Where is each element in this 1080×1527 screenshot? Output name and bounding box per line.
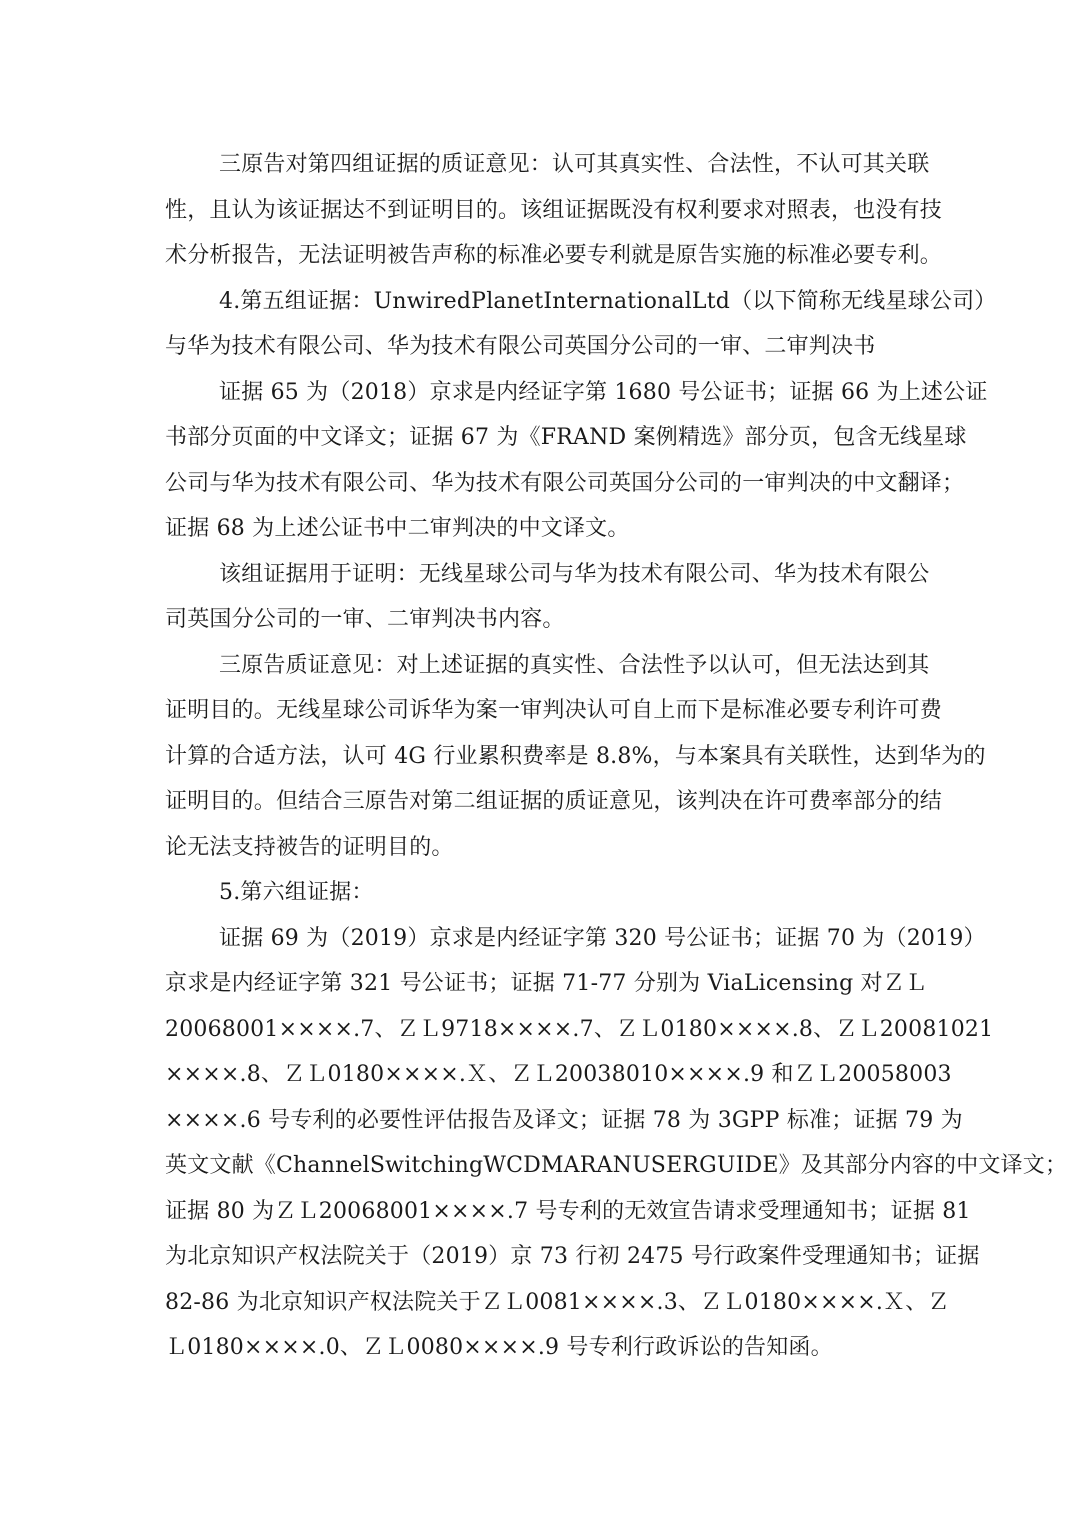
paragraph-group5-purpose xyxy=(165,552,930,643)
paragraph-evidence-69-86 xyxy=(165,916,1068,1371)
text-line: 为北京知识产权法院关于（2019）京 73 行初 2475 号行政案件受理通知书；证据 xyxy=(165,1244,980,1269)
text-line: 公司与华为技术有限公司、华为技术有限公司英国分公司的一审判决的中文翻译； xyxy=(165,470,965,496)
text-line: 论无法支持被告的证明目的。 xyxy=(165,834,454,860)
text-line: 术分析报告，无法证明被告声称的标准必要专利就是原告实施的标准必要专利。 xyxy=(165,243,943,268)
text-line: 82-86 为北京知识产权法院关于ＺＬ0081××××.3、ＺＬ0180××××.Ｘ、Ｚ xyxy=(165,1289,950,1315)
paragraph-evidence-65-68 xyxy=(165,370,988,552)
section-heading: 5.第六组证据： xyxy=(219,880,374,905)
text-line: 司英国分公司的一审、二审判决书内容。 xyxy=(165,607,565,632)
text-line: 三原告对第四组证据的质证意见：认可其真实性、合法性，不认可其关联 xyxy=(219,152,930,177)
text-line: 20068001××××.7、ＺＬ9718××××.7、ＺＬ0180××××.8、ＺＬ20081021 xyxy=(165,1016,994,1042)
text-line: 性，且认为该证据达不到证明目的。该组证据既没有权利要求对照表，也没有技 xyxy=(165,197,943,223)
text-line: 计算的合适方法，认可 4G 行业累积费率是 8.8%，与本案具有关联性，达到华为的 xyxy=(165,743,986,769)
text-line: Ｌ0180××××.0、ＺＬ0080××××.9 号专利行政诉讼的告知函。 xyxy=(165,1335,833,1360)
text-line: 证据 69 为（2019）京求是内经证字第 320 号公证书；证据 70 为（2019） xyxy=(219,925,986,951)
text-line: 证明目的。无线星球公司诉华为案一审判决认可自上而下是标准必要专利许可费 xyxy=(165,698,943,723)
text-line: ××××.6 号专利的必要性评估报告及译文；证据 78 为 3GPP 标准；证据 79 为 xyxy=(165,1107,963,1133)
text-line: 书部分页面的中文译文；证据 67 为《FRAND 案例精选》部分页，包含无线星球 xyxy=(165,425,967,450)
text-line: 英文文献《ChannelSwitchingWCDMARANUSERGUIDE》及其部分内容的中文译文； xyxy=(165,1153,1068,1178)
paragraph-group4-cross-exam xyxy=(165,142,943,279)
section-heading: 4.第五组证据：UnwiredPlanetInternationalLtd（以下简称无线星球公司） xyxy=(219,288,997,314)
document-body xyxy=(165,142,1068,1371)
text-line: 与华为技术有限公司、华为技术有限公司英国分公司的一审、二审判决书 xyxy=(165,334,876,359)
text-line: 京求是内经证字第 321 号公证书；证据 71-77 分别为 ViaLicensing 对ＺＬ xyxy=(165,971,928,996)
paragraph-group6-heading xyxy=(165,870,917,916)
paragraph-group5-cross-exam xyxy=(165,643,986,871)
text-line: 三原告质证意见：对上述证据的真实性、合法性予以认可，但无法达到其 xyxy=(219,652,930,678)
paragraph-group5-heading xyxy=(165,279,997,370)
text-line: 证据 65 为（2018）京求是内经证字第 1680 号公证书；证据 66 为上述公证 xyxy=(219,379,988,405)
text-line: 该组证据用于证明：无线星球公司与华为技术有限公司、华为技术有限公 xyxy=(219,561,930,587)
text-line: ××××.8、ＺＬ0180××××.Ｘ、ＺＬ20038010××××.9 和ＺＬ20058003 xyxy=(165,1062,952,1087)
text-line: 证据 80 为ＺＬ20068001××××.7 号专利的无效宣告请求受理通知书；证据 81 xyxy=(165,1198,971,1224)
text-line: 证明目的。但结合三原告对第二组证据的质证意见，该判决在许可费率部分的结 xyxy=(165,789,943,814)
text-line: 证据 68 为上述公证书中二审判决的中文译文。 xyxy=(165,516,630,541)
